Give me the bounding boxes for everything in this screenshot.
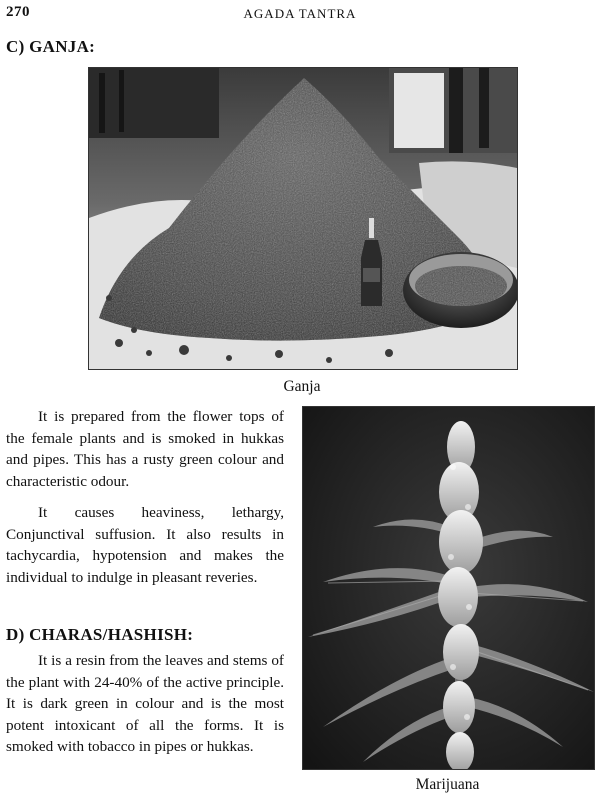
section-heading-charas: D) CHARAS/HASHISH: — [6, 625, 194, 644]
ganja-description — [6, 406, 284, 598]
page-number: 270 — [6, 4, 30, 20]
ganja-caption: Ganja — [283, 378, 321, 395]
ganja-paragraph-2: It causes heaviness, lethargy, Conjunctival suffusion. It also results in tachycardia, hypotension and makes the individual to indulge in pleasant reveries. — [6, 504, 284, 586]
marijuana-photo — [302, 406, 595, 770]
charas-paragraph-1: It is a resin from the leaves and stems of the plant with 24-40% of the active principle. It is dark green in colour and is the most potent intoxicant of all the forms. It is smoked with tobacco in pipes or hukkas. — [6, 652, 284, 755]
ganja-paragraph-1: It is prepared from the flower tops of the female plants and is smoked in hukkas and pipes. This has a rusty green colour and characteristic odour. — [6, 408, 284, 490]
section-heading-ganja: C) GANJA: — [6, 37, 96, 56]
marijuana-caption: Marijuana — [415, 776, 480, 793]
charas-description — [6, 650, 284, 768]
running-title: AGADA TANTRA — [243, 6, 357, 21]
ganja-photo — [88, 67, 518, 370]
